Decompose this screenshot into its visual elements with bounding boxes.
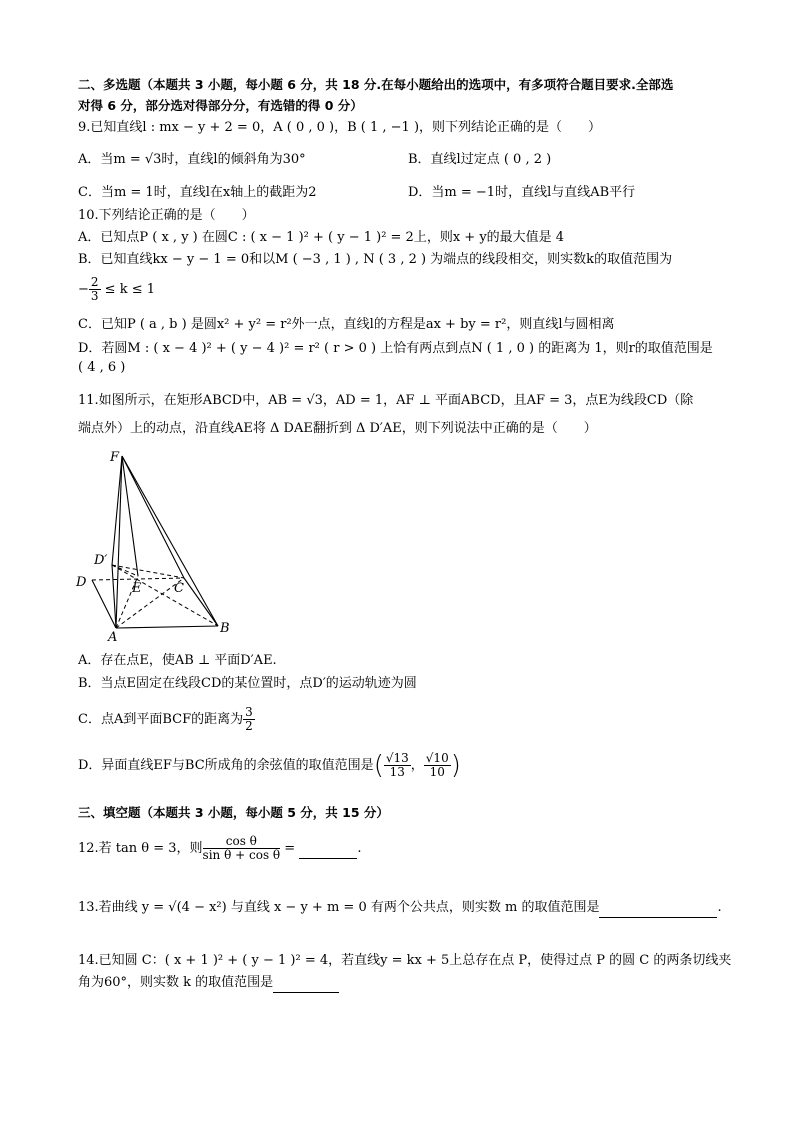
label-d: D <box>76 575 87 590</box>
edge-ab <box>116 626 218 628</box>
edge-d1c-dashed <box>112 565 184 578</box>
q12-line <box>78 835 361 862</box>
edge-fe <box>122 456 138 576</box>
edge-fc <box>122 456 184 578</box>
q10-option-b-line2 <box>78 276 155 303</box>
edge-cb <box>184 578 218 626</box>
q13-answer-blank <box>599 899 717 918</box>
q10-stem: 10.下列结论正确的是（ ） <box>78 208 255 223</box>
q9-option-d: D．当m = −1时，直线l与直线AB平行 <box>408 185 636 200</box>
q11-stem-line1: 11.如图所示，在矩形ABCD中，AB = √3，AD = 1，AF ⊥ 平面ABCD，且AF = 3，点E为线段CD（除 <box>78 393 694 408</box>
q10-option-d-line1: D．若圆M : ( x − 4 )² + ( y − 4 )² = r² ( r > 0 ) 上恰有两点到点N ( 1 , 0 ) 的距离为 1，则r的取值范围是 <box>78 341 713 356</box>
label-b: B <box>220 621 230 636</box>
q13-period: . <box>717 900 722 915</box>
q10-option-b-line1: B．已知直线kx − y − 1 = 0和以M ( −3 , 1 ) , N ( 3 , 2 ) 为端点的线段相交，则实数k的取值范围为 <box>78 252 673 267</box>
q11-d-f2-den: 10 <box>429 765 445 779</box>
edge-d1a <box>112 565 116 628</box>
q12-den: sin θ + cos θ <box>202 848 281 862</box>
q11-option-d <box>78 752 461 779</box>
q11-c-fraction <box>243 706 255 733</box>
q10-option-a: A．已知点P ( x , y ) 在圆C : ( x − 1 )² + ( y − 1 )² = 2上，则x + y的最大值是 4 <box>78 230 565 245</box>
q11-d-text: D．异面直线EF与BC所成角的余弦值的取值范围是 <box>78 758 374 773</box>
q14-line2 <box>78 974 339 993</box>
q12-fraction <box>203 835 281 862</box>
q9-stem: 9.已知直线l : mx − y + 2 = 0，A ( 0 , 0 )，B ( 1 , −1 )，则下列结论正确的是（ ） <box>78 120 602 135</box>
label-c: C <box>174 581 184 596</box>
q11-d-f1-den: 13 <box>389 765 405 779</box>
q13-text: 13.若曲线 y = √(4 − x²) 与直线 x − y + m = 0 有两个公共点，则实数 m 的取值范围是 <box>78 900 600 915</box>
q11-stem-line2: 端点外）上的动点，沿直线AE将 Δ DAE翻折到 Δ D′AE，则下列说法中正确的是（ ） <box>78 421 597 436</box>
q10-b-inequality: ≤ k ≤ 1 <box>100 282 156 297</box>
edge-fb <box>122 456 218 626</box>
q10-b-minus: − <box>78 282 89 297</box>
q11-c-den: 2 <box>245 719 253 733</box>
label-d-prime: D′ <box>94 553 108 568</box>
q11-c-text: C．点A到平面BCF的距离为 <box>78 712 244 727</box>
q11-option-a: A．存在点E，使AB ⊥ 平面D′AE. <box>78 653 277 668</box>
q11-option-c <box>78 706 255 733</box>
q9-option-c: C．当m = 1时，直线l在x轴上的截距为2 <box>78 185 317 200</box>
q11-d-f1-num: √13 <box>385 751 409 765</box>
q11-d-fraction1 <box>384 752 411 779</box>
q9-option-a: A．当m = √3时，直线l的倾斜角为30° <box>78 152 306 167</box>
q11-option-b: B．当点E固定在线段CD的某位置时，点D′的运动轨迹为圆 <box>78 676 417 691</box>
label-e: E <box>132 581 142 596</box>
q12-equals: = <box>280 841 300 856</box>
q12-num: cos θ <box>203 835 281 849</box>
q14-answer-blank <box>273 974 339 993</box>
edge-d1b-dashed <box>112 565 218 626</box>
section3-heading: 三、填空题（本题共 3 小题，每小题 5 分，共 15 分） <box>78 805 389 820</box>
q11-geometry-figure <box>74 448 244 644</box>
q12-period: . <box>357 841 362 856</box>
q11-c-num: 3 <box>245 705 253 719</box>
q10-b-fraction <box>89 276 101 303</box>
q14-line1: 14.已知圆 C：( x + 1 )² + ( y − 1 )² = 4，若直线y = kx + 5上总存在点 P，使得过点 P 的圆 C 的两条切线夹 <box>78 953 732 968</box>
section2-heading-line1: 二、多选题（本题共 3 小题，每小题 6 分，共 18 分.在每小题给出的选项中，有多项符合题目要求.全部选 <box>78 77 674 92</box>
label-a: A <box>108 630 118 644</box>
q11-d-lparen: ( <box>373 750 384 781</box>
section2-heading-line2: 对得 6 分，部分选对得部分分，有选错的得 0 分） <box>78 98 363 113</box>
edge-d1e-dashed <box>112 565 138 576</box>
q12-answer-blank <box>299 840 357 859</box>
q11-d-f2-num: √10 <box>425 751 449 765</box>
q11-d-sep: ， <box>410 758 424 773</box>
q10-option-c: C．已知P ( a , b ) 是圆x² + y² = r²外一点，直线l的方程是ax + by = r²，则直线l与圆相离 <box>78 317 615 332</box>
q9-option-b: B．直线l过定点 ( 0 , 2 ) <box>408 152 552 167</box>
q10-b-den: 3 <box>90 289 99 303</box>
q10-option-d-line2: ( 4 , 6 ) <box>78 360 126 375</box>
label-f: F <box>110 450 120 465</box>
q12-prefix: 12.若 tan θ = 3，则 <box>78 841 203 856</box>
q11-d-fraction2 <box>424 752 451 779</box>
q10-b-num: 2 <box>90 275 99 289</box>
q11-d-rparen: ) <box>450 750 461 781</box>
q13-line <box>78 899 722 918</box>
edge-fa <box>116 456 122 628</box>
edge-da <box>92 580 116 628</box>
q14-text: 角为60°，则实数 k 的取值范围是 <box>78 975 274 990</box>
